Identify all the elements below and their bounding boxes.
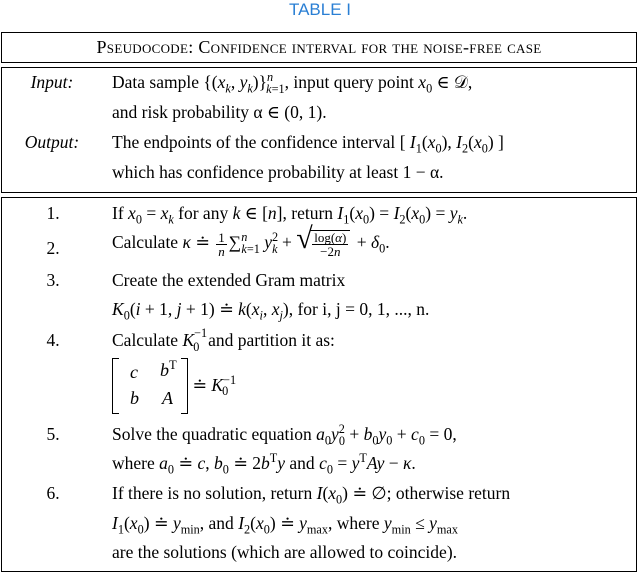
step-number: 1.	[46, 203, 60, 223]
step-4-matrix: c $b^T$ b A ≐ $K^{-1}_0$	[112, 358, 228, 412]
step-number: 4.	[46, 330, 60, 350]
input-text-1: Data sample {($x_k$, $y_k)\}^n_{k=1}$, input query point $x_0$ ∈ 𝒟,	[112, 70, 473, 96]
algorithm-box	[1, 197, 637, 572]
step-6-text: If there is no solution, return $I(x_0)$ ≐ ∅; otherwise return	[112, 483, 511, 507]
output-text-2: which has confidence probability at least 1 − α.	[112, 162, 444, 182]
step-5-formula: where $a_0$ ≐ c, $b_0$ ≐ $2b^Ty$ and $c_0 = y^TAy - \kappa$.	[112, 451, 416, 477]
input-text-2: and risk probability α ∈ (0, 1).	[112, 102, 327, 122]
output-label: Output:	[24, 132, 80, 152]
step-4-matrix-row	[2, 358, 636, 414]
step-number: 6.	[46, 483, 60, 503]
table-caption: TABLE I	[288, 0, 352, 19]
partition-matrix: c $b^T$ b A	[112, 358, 188, 412]
step-number: 3.	[46, 270, 60, 290]
step-6-text-3: are the solutions (which are allowed to coincide).	[112, 542, 458, 562]
input-label: Input:	[30, 72, 74, 92]
step-1-text: If $x_0 = x_k$ for any k ∈ [n], return $I_1(x_0) = I_2(x_0) = y_k$.	[112, 203, 468, 227]
step-3-formula: $K_0(i + 1$, j + 1) ≐ $k(x_i$, $x_j$), for i, j = 0, 1, ..., n.	[112, 299, 430, 323]
step-5-text: Solve the quadratic equation $a_0y^2_0 + b_0y_0 + c_0 = 0$,	[112, 422, 457, 448]
step-2-text: Calculate κ ≐ $\frac{1}{n}$ ∑$^n_{k=1}$ $y^2_k$ + √ $\frac{\log(\alpha)}{-2n}$ + $\delta_0$.	[112, 230, 390, 258]
pseudocode-title: Pseudocode: Confidence interval for the noise-free case	[1, 32, 637, 63]
output-text-1: The endpoints of the confidence interval [ $I_1(x_0)$, $I_2(x_0)$ ]	[112, 132, 504, 156]
step-number: 5.	[46, 424, 60, 444]
step-4-text: Calculate $K^{-1}_0$ and partition it as:	[112, 326, 335, 354]
step-number: 2.	[46, 238, 60, 258]
step-3-text: Create the extended Gram matrix	[112, 270, 346, 290]
input-output-box	[1, 67, 637, 193]
step-6-formula: $I_1(x_0)$ ≐ $y_{min}$, and $I_2(x_0)$ ≐ $y_{max}$, where $y_{min} \le y_{max}$	[112, 513, 458, 537]
